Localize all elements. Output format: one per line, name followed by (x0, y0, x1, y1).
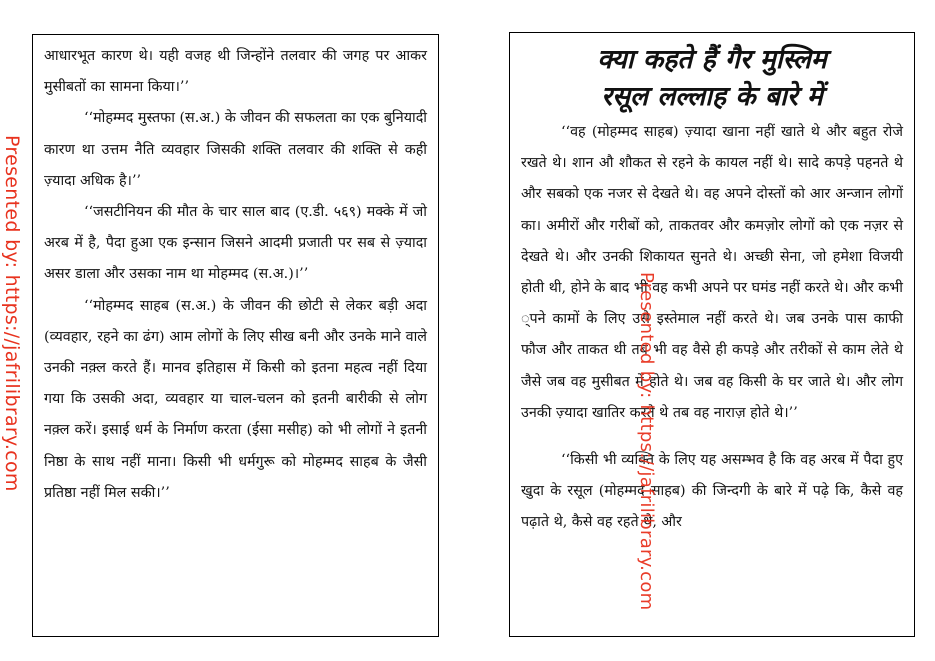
right-page (509, 32, 915, 637)
left-page (32, 34, 439, 637)
watermark-center: Presented by: https://jafrilibrary.com (636, 272, 657, 611)
left-paragraph: आधारभूत कारण थे। यही वजह थी जिन्होंने तलवार की जगह पर आकर मुसीबतों का सामना किया।’’ (44, 48, 427, 96)
right-paragraph: ‘‘वह (मोहम्मद साहब) ज़्यादा खाना नहीं खाते थे और बहुत रोजे रखते थे। शान औ शौकत से रहने के कायल नहीं थे। सादे कपड़े पहनते थे और सबको एक नजर से देखते थे। वह अपने दोस्तों को आर अन्जान लोगों का। अमीरों और गरीबों को, ताकतवर और कमज़ोर लोगों को एक नज़र से देखते थे। और उनकी शिकायत सुनते थे। अच्छी सेना, जो हमेशा विजयी होती थी, होने के बाद भी वह कभी अपने पर घमंड नहीं करते थे। और कभी ्पने कामों के लिए उसे इस्तेमाल नहीं करते थे। जब उनके पास काफी फौज और ताकत थी तब भी वह वैसे ही कपड़े और तरीकों से काम लेते थे जैसे जब वह मुसीबत में होते थे। जब वह किसी के घर जाते थे। और लोग उनकी ज़्यादा खातिर करते थे तब वह नाराज़ होते थे।’’ (521, 124, 903, 421)
left-paragraph: ‘‘मोहम्मद साहब (स.अ.) के जीवन की छोटी से लेकर बड़ी अदा (व्यवहार, रहने का ढंग) आम लोगों के लिए सीख बनी और उनके माने वाले उनकी नक़्ल करते हैं। मानव इतिहास में किसी को इतना महत्व नहीं दिया गया कि उसकी अदा, व्यवहार या चाल-चलन को इतनी बारीकी से लोग नक़्ल करें। इसाई धर्म के निर्माण करता (ईसा मसीह) को भी लोगों ने इतनी निष्ठा के साथ नहीं माना। किसी भी धर्मगुरू को मोहम्मद साहब के जैसी प्रतिष्ठा नहीं मिल सकी।’’ (44, 297, 427, 501)
title-line-1: क्या कहते हैं गैर मुस्लिम (597, 44, 827, 75)
left-paragraph: ‘‘जसटीनियन की मौत के चार साल बाद (ए.डी. ५६९) मक्के में जो अरब में है, पैदा हुआ एक इन्सान जिसने आदमी प्रजाती पर सब से ज़्यादा असर डाला और उसका नाम था मोहम्मद (स.अ.)।’’ (44, 204, 427, 283)
right-paragraph: ‘‘किसी भी व्यक्ति के लिए यह असम्भव है कि वह अरब में पैदा हुए खुदा के रसूल (मोहम्मद साहब) की जिन्दगी के बारे में पढ़े कि, कैसे वह पढ़ाते थे, कैसे वह रहते थे, और (521, 452, 903, 531)
page-title (521, 41, 903, 115)
watermark-left: Presented by: https://jafrilibrary.com (1, 135, 23, 492)
left-paragraph: ‘‘मोहम्मद मुस्तफा (स.अ.) के जीवन की सफलता का एक बुनियादी कारण था उत्तम नैति व्यवहार जिसकी शक्ति तलवार की शक्ति से कही ज़्यादा अधिक है।’’ (44, 110, 427, 189)
title-line-2: रसूल लल्लाह के बारे में (601, 81, 823, 112)
